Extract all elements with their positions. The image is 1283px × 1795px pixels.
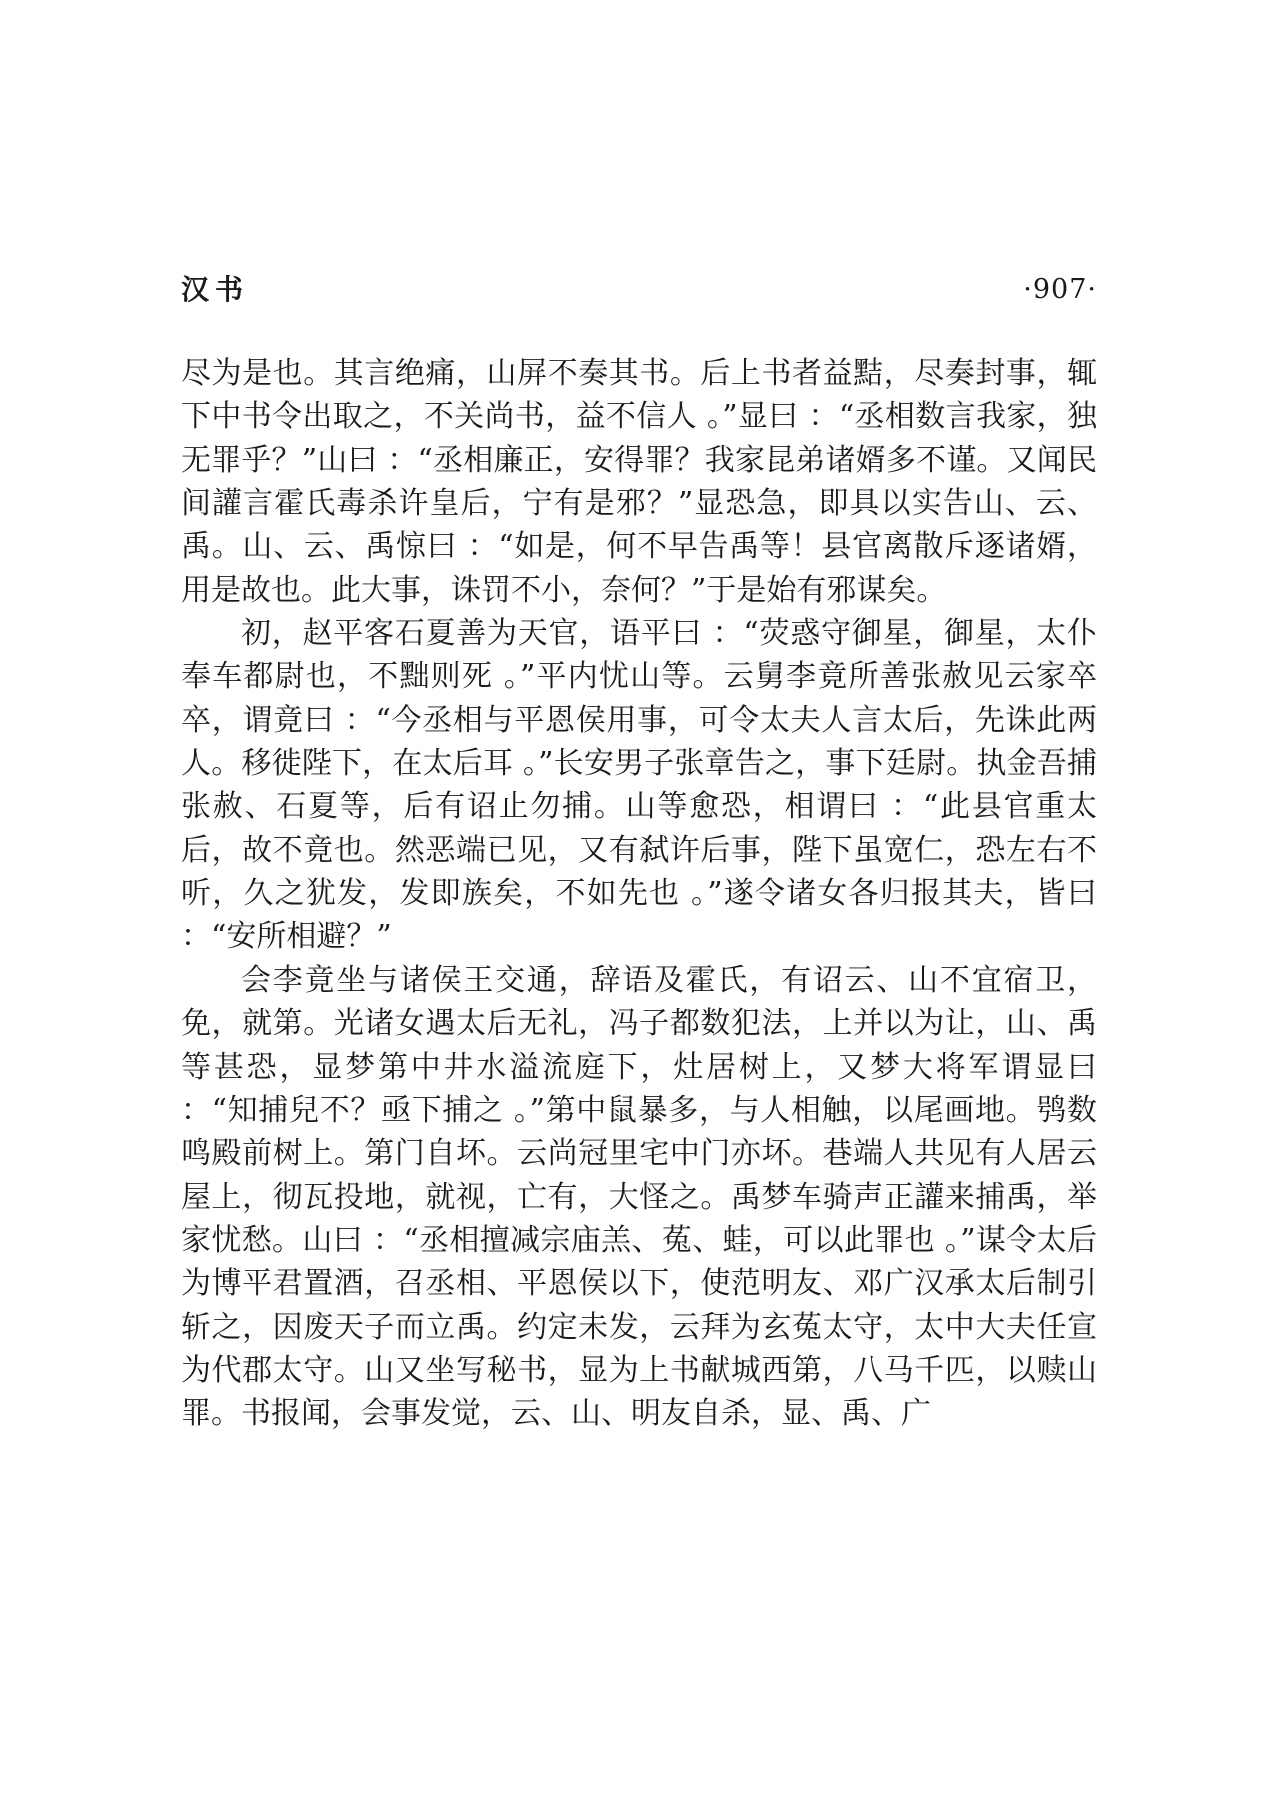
paragraph: 会李竟坐与诸侯王交通，辞语及霍氏，有诏云、山不宜宿卫，免，就第。光诸女遇太后无礼，冯子都数犯法，上并以为让，山、禹等甚恐，显梦第中井水溢流庭下，灶居树上，又梦大将军谓显曰 ：“知捕兒不？亟下捕之 。”第中鼠暴多，与人相触，以尾画地。鸮数鸣殿前树上。第门自坏。云尚冠里宅中门亦坏。巷端人共见有人居云屋上，彻瓦投地，就视，亡有，大怪之。禹梦车骑声正讙来捕禹，举家忧愁。山曰 ：“丞相擅减宗庙羔、菟、蛙，可以此罪也 。”谋令太后为博平君置酒，召丞相、平恩侯以下，使范明友、邓广汉承太后制引斩之，因废天子而立禹。约定未发，云拜为玄菟太守，太中大夫任宣为代郡太守。山又坐写秘书，显为上书献城西第，八马千匹，以赎山罪。书报闻，会事发觉，云、山、明友自杀，显、禹、广 — [181, 962, 1097, 1432]
paragraph: 初，赵平客石夏善为天官，语平曰 ：“荧惑守御星，御星，太仆奉车都尉也，不黜则死 。”平内忧山等。云舅李竟所善张赦见云家卒卒，谓竟曰 ：“今丞相与平恩侯用事，可令太夫人言太后，先诛此两人。移徙陛下，在太后耳 。”长安男子张章告之，事下廷尉。执金吾捕张赦、石夏等，后有诏止勿捕。山等愈恐，相谓曰 ：“此县官重太后，故不竟也。然恶端已见，又有弑许后事，陛下虽宽仁，恐左右不听，久之犹发，发即族矣，不如先也 。”遂令诸女各归报其夫，皆曰 ：“安所相避？” — [181, 616, 1097, 955]
paragraph: 尽为是也。其言绝痛，山屏不奏其书。后上书者益黠，尽奏封事，辄下中书令出取之，不关尚书，益不信人 。”显曰 ：“丞相数言我家，独无罪乎？”山曰 ：“丞相廉正，安得罪？我家昆弟诸婿多不谨。又闻民间讙言霍氏毒杀许皇后，宁有是邪？”显恐急，即具以实告山、云、禹。山、云、禹惊曰 ：“如是，何不早告禹等！县官离散斥逐诸婿，用是故也。此大事，诛罚不小，奈何？”于是始有邪谋矣。 — [181, 356, 1097, 608]
book-title: 汉书 — [181, 273, 250, 306]
body-text — [181, 352, 1097, 1436]
page-number: ·907· — [1023, 274, 1097, 305]
running-head — [181, 270, 1097, 310]
